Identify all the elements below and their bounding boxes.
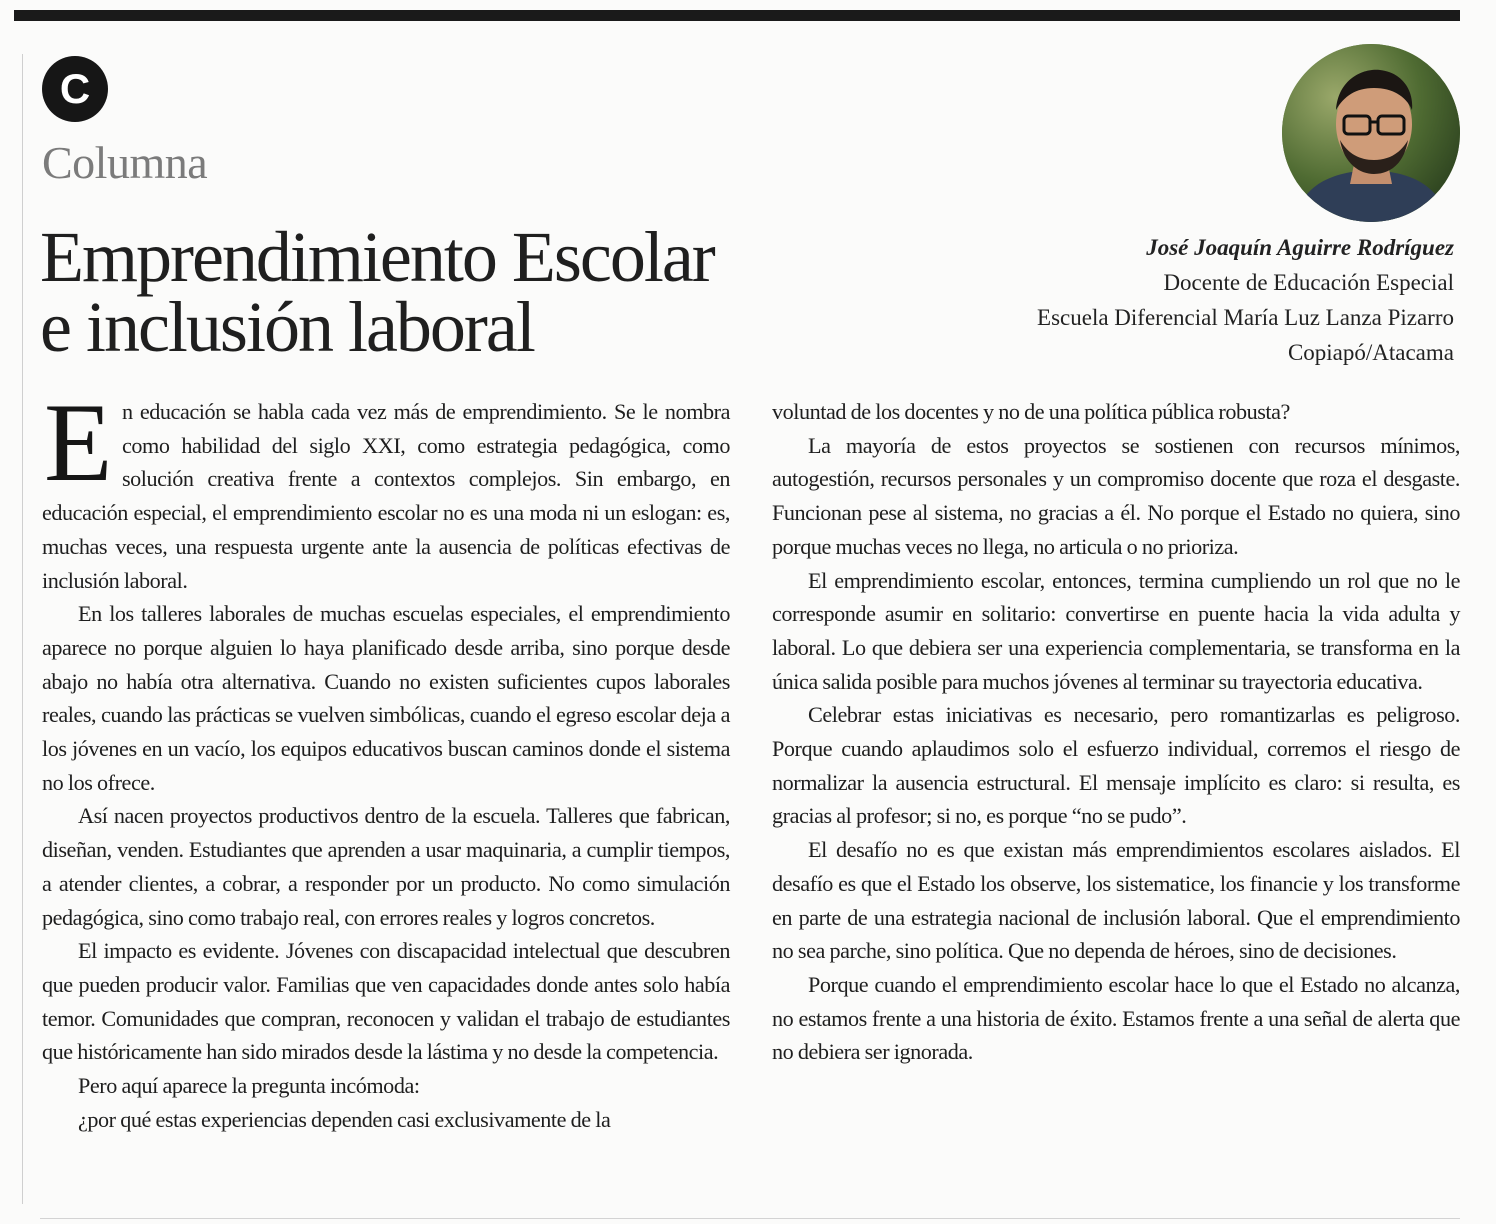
paragraph: El emprendimiento escolar, entonces, termina cumpliendo un rol que no le corresponde asumir en solitario: convertirse en puente hacia la vida adulta y laboral. Lo que debiera ser una experiencia complementaria, se transforma en la única salida posible para muchos jóvenes al terminar su trayectoria educativa.	[772, 567, 1460, 694]
author-role: Docente de Educación Especial	[1163, 270, 1454, 295]
paragraph: El impacto es evidente. Jóvenes con discapacidad intelectual que descubren que pueden producir valor. Familias que ven capacidades donde antes solo había temor. Comunidades que compran, reconocen y validan el trabajo de estudiantes que históricamente han sido mirados desde la lástima y no desde la competencia.	[42, 938, 730, 1065]
paragraph: En los talleres laborales de muchas escuelas especiales, el emprendimiento aparece no porque alguien lo haya planificado desde arriba, sino porque desde abajo no había otra alternativa. Cuando no existen suficientes cupos laborales reales, cuando las prácticas se vuelven simbólicas, cuando el egreso escolar deja a los jóvenes en un vacío, los equipos educativos buscan caminos donde el sistema no los ofrece.	[42, 601, 730, 795]
author-school: Escuela Diferencial María Luz Lanza Pizarro	[1037, 305, 1454, 330]
top-rule	[14, 10, 1460, 21]
section-badge: C	[42, 56, 108, 122]
paragraph: Así nacen proyectos productivos dentro de la escuela. Talleres que fabrican, diseñan, venden. Estudiantes que aprenden a usar maquinaria, a cumplir tiempos, a atender clientes, a cobrar, a responder por un producto. No como simulación pedagógica, sino como trabajo real, con errores reales y logros concretos.	[42, 803, 730, 930]
paragraph: El desafío no es que existan más emprendimientos escolares aislados. El desafío es que el Estado los observe, los sistematice, los financie y los transforme en parte de una estrategia nacional de inclusión laboral. Que el emprendimiento no sea parche, sino política. Que no dependa de héroes, sino de decisiones.	[772, 837, 1460, 964]
paragraph: Celebrar estas iniciativas es necesario, pero romantizarlas es peligroso. Porque cuando aplaudimos solo el esfuerzo individual, corremos el riesgo de normalizar la ausencia estructural. El mensaje implícito es claro: si resulta, es gracias al profesor; si no, es porque “no se pudo”.	[772, 702, 1460, 829]
section-label: Columna	[42, 137, 208, 188]
bottom-rule	[40, 1218, 1460, 1219]
paragraph: ¿por qué estas experiencias dependen casi exclusivamente de la	[78, 1106, 611, 1132]
paragraph: La mayoría de estos proyectos se sostienen con recursos mínimos, autogestión, recursos personales y un compromiso docente que roza el desgaste. Funcionan pese al sistema, no gracias a él. No porque el Estado no quiera, sino porque muchas veces no llega, no articula o no prioriza.	[772, 432, 1460, 559]
paragraph-continuation: voluntad de los docentes y no de una política pública robusta?	[772, 399, 1290, 424]
paragraph: Pero aquí aparece la pregunta incómoda:	[78, 1073, 420, 1099]
headline-line-1: Emprendimiento Escolar	[40, 217, 714, 297]
headline	[40, 217, 900, 367]
author-location: Copiapó/Atacama	[1287, 340, 1454, 365]
drop-cap: E	[44, 381, 112, 505]
column-divider	[22, 54, 23, 1204]
author-portrait-icon	[1282, 44, 1460, 222]
headline-line-2: e inclusión laboral	[40, 287, 534, 367]
paragraph: Porque cuando el emprendimiento escolar hace lo que el Estado no alcanza, no estamos frente a una historia de éxito. Estamos frente a una señal de alerta que no debiera ser ignorada.	[772, 971, 1460, 1065]
article-column-right	[772, 395, 1460, 1069]
author-name: José Joaquín Aguirre Rodríguez	[1146, 235, 1454, 260]
author-photo	[1282, 44, 1460, 222]
paragraph: En educación se habla cada vez más de emprendimiento. Se le nombra como habilidad del siglo XXI, como estrategia pedagógica, como solución creativa frente a contextos complejos. Sin embargo, en educación especial, el emprendimiento escolar no es una moda ni un eslogan: es, muchas veces, una respuesta urgente ante la ausencia de políticas efectivas de inclusión laboral.	[42, 381, 730, 593]
byline	[1037, 230, 1454, 370]
article-column-left	[42, 381, 730, 1136]
